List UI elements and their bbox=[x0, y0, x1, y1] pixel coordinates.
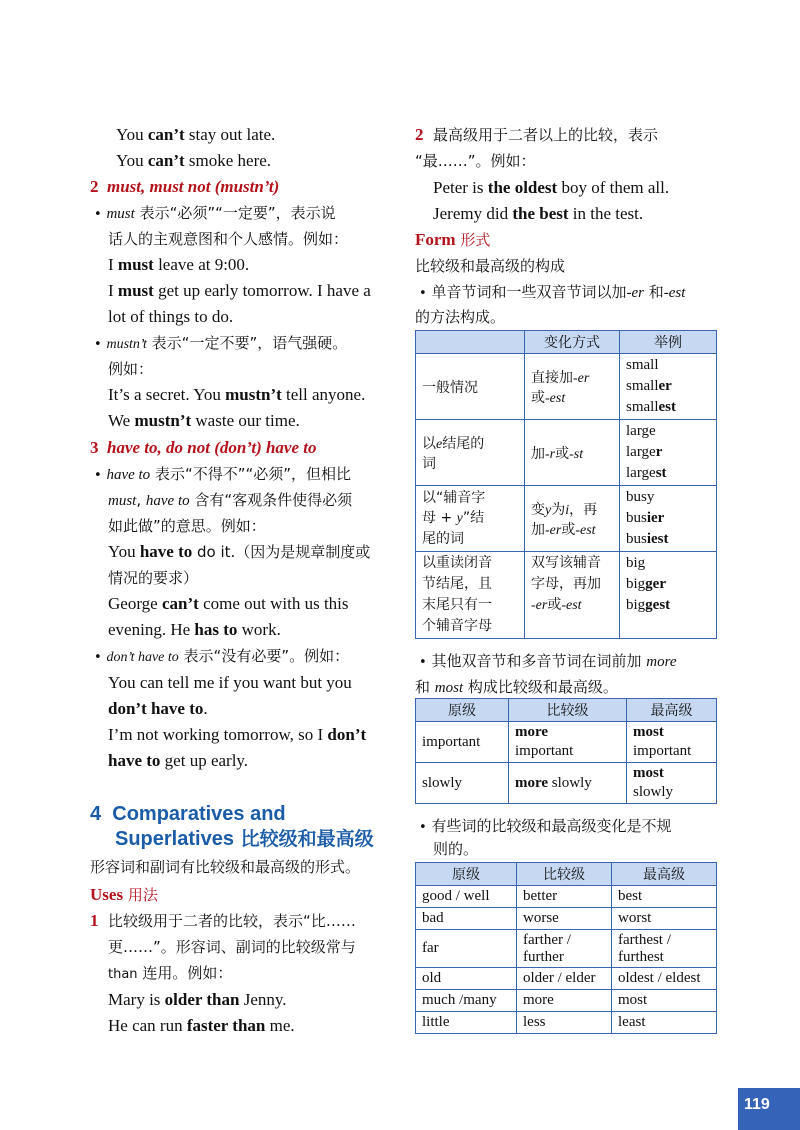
section-intro: 形容词和副词有比较级和最高级的形式。 bbox=[90, 858, 361, 876]
table-cell: most important bbox=[627, 722, 717, 763]
example-line: don’t have to. bbox=[108, 699, 208, 718]
bullet-cont: 例如： bbox=[108, 360, 154, 378]
example-line: He can run faster than me. bbox=[108, 1016, 295, 1035]
example-line: You have to do it.（因为是规章制度或 bbox=[108, 542, 371, 561]
table-cell: much /many bbox=[416, 990, 517, 1012]
table-row bbox=[416, 486, 717, 552]
usage-1: 1 比较级用于二者的比较，表示“比…… bbox=[90, 911, 356, 930]
table-cell: slowly bbox=[416, 763, 509, 804]
usage-2: 2 最高级用于二者以上的比较，表示 bbox=[415, 125, 659, 144]
table-cell: worst bbox=[612, 908, 717, 930]
table-row bbox=[416, 990, 717, 1012]
table-header-row bbox=[416, 699, 717, 722]
section-title: Superlatives 比较级和最高级 bbox=[115, 828, 374, 850]
example-line: have to get up early. bbox=[108, 751, 249, 770]
bullet-must: • must 表示“必须”“一定要”，表示说 bbox=[94, 204, 336, 222]
example-line: I’m not working tomorrow, so I don’t bbox=[108, 725, 367, 744]
bullet-form-1: • 单音节词和一些双音节词以加-er 和-est bbox=[419, 283, 686, 301]
example-line: Peter is the oldest boy of them all. bbox=[433, 178, 670, 197]
table-cell: best bbox=[612, 886, 717, 908]
table-cell: good / well bbox=[416, 886, 517, 908]
table-cell: far bbox=[416, 930, 517, 968]
table-header: 举例 bbox=[620, 331, 717, 354]
example-line: It’s a secret. You mustn’t tell anyone. bbox=[108, 385, 366, 404]
table-header: 原级 bbox=[416, 699, 509, 722]
table-cell: worse bbox=[517, 908, 612, 930]
table-row bbox=[416, 1012, 717, 1034]
table-cell: old bbox=[416, 968, 517, 990]
section-title: 4 Comparatives and bbox=[90, 803, 286, 825]
table-row bbox=[416, 886, 717, 908]
table-cell: busy busier busiest bbox=[620, 486, 717, 552]
example-line: Mary is older than Jenny. bbox=[108, 990, 287, 1009]
table-cell: little bbox=[416, 1012, 517, 1034]
table-cell: large larger largest bbox=[620, 420, 717, 486]
table-cell: older / elder bbox=[517, 968, 612, 990]
example-line: You can’t smoke here. bbox=[116, 151, 272, 170]
table-row bbox=[416, 552, 717, 639]
example-line: lot of things to do. bbox=[108, 307, 234, 326]
table-cell: small smaller smallest bbox=[620, 354, 717, 420]
table-cell: more important bbox=[509, 722, 627, 763]
table-header: 原级 bbox=[416, 863, 517, 886]
example-line: I must get up early tomorrow. I have a bbox=[108, 281, 371, 300]
table-header: 比较级 bbox=[509, 699, 627, 722]
table-row bbox=[416, 420, 717, 486]
table-cell: 以e结尾的 词 bbox=[416, 420, 525, 486]
table-cell: oldest / eldest bbox=[612, 968, 717, 990]
bullet-cont: 如此做”的意思。例如： bbox=[108, 517, 266, 535]
table-cell: important bbox=[416, 722, 509, 763]
table-row bbox=[416, 968, 717, 990]
table-cell: 变y为i，再 加-er或-est bbox=[525, 486, 620, 552]
example-line: We mustn’t waste our time. bbox=[108, 411, 300, 430]
bullet-have-to: • have to 表示“不得不”“必须”，但相比 bbox=[94, 465, 352, 483]
irregular-table bbox=[415, 862, 717, 1034]
bullet-dont-have-to: • don’t have to 表示“没有必要”。例如： bbox=[94, 647, 350, 665]
page-number: 119 bbox=[738, 1088, 800, 1130]
more-most-table bbox=[415, 698, 717, 804]
table-header-row bbox=[416, 863, 717, 886]
usage-cont: “最……”。例如： bbox=[415, 152, 536, 170]
subheading-form: Form 形式 bbox=[415, 230, 491, 249]
table-row bbox=[416, 763, 717, 804]
table-cell: 以重读闭音 节结尾，且 末尾只有一 个辅音字母 bbox=[416, 552, 525, 639]
table-row bbox=[416, 354, 717, 420]
table-cell: least bbox=[612, 1012, 717, 1034]
example-line: Jeremy did the best in the test. bbox=[433, 204, 644, 223]
bullet-cont: 的方法构成。 bbox=[415, 308, 506, 326]
table-cell: more bbox=[517, 990, 612, 1012]
example-line: You can’t stay out late. bbox=[116, 125, 276, 144]
table-cell: less bbox=[517, 1012, 612, 1034]
table-cell: 一般情况 bbox=[416, 354, 525, 420]
table-header: 最高级 bbox=[627, 699, 717, 722]
table-header: 比较级 bbox=[517, 863, 612, 886]
table-header-row bbox=[416, 331, 717, 354]
table-header: 变化方式 bbox=[525, 331, 620, 354]
example-line: evening. He has to work. bbox=[108, 620, 281, 639]
table-cell: farther / further bbox=[517, 930, 612, 968]
usage-cont: 更……”。形容词、副词的比较级常与 bbox=[108, 938, 356, 956]
bullet-cont: 则的。 bbox=[433, 840, 479, 858]
table-cell: farthest / furthest bbox=[612, 930, 717, 968]
table-header: 最高级 bbox=[612, 863, 717, 886]
formation-table bbox=[415, 330, 717, 639]
bullet-mustnt: • mustn’t 表示“一定不要”，语气强硬。 bbox=[94, 334, 348, 352]
bullet-cont: 话人的主观意图和个人感情。例如： bbox=[108, 230, 349, 248]
bullet-form-3: • 有些词的比较级和最高级变化是不规 bbox=[419, 817, 672, 835]
table-row bbox=[416, 908, 717, 930]
table-cell: most bbox=[612, 990, 717, 1012]
example-line: George can’t come out with us this bbox=[108, 594, 349, 613]
subheading-uses: Uses 用法 bbox=[90, 885, 158, 904]
bullet-cont: must, have to 含有“客观条件使得必须 bbox=[108, 491, 353, 509]
example-line: You can tell me if you want but you bbox=[108, 673, 352, 692]
table-cell: 以“辅音字 母 + y”结 尾的词 bbox=[416, 486, 525, 552]
table-cell: more slowly bbox=[509, 763, 627, 804]
table-cell: 直接加-er 或-est bbox=[525, 354, 620, 420]
table-header bbox=[416, 331, 525, 354]
table-cell: most slowly bbox=[627, 763, 717, 804]
subheading-must: 2 must, must not (mustn’t) bbox=[90, 177, 280, 196]
form-desc: 比较级和最高级的构成 bbox=[415, 257, 566, 275]
example-line: 情况的要求） bbox=[108, 569, 199, 587]
table-cell: bad bbox=[416, 908, 517, 930]
bullet-cont: 和 most 构成比较级和最高级。 bbox=[415, 678, 618, 696]
table-cell: 加-r或-st bbox=[525, 420, 620, 486]
table-cell: better bbox=[517, 886, 612, 908]
example-line: I must leave at 9:00. bbox=[108, 255, 250, 274]
subheading-have-to: 3 have to, do not (don’t) have to bbox=[90, 438, 317, 457]
bullet-form-2: • 其他双音节和多音节词在词前加 more bbox=[419, 652, 677, 670]
table-cell: 双写该辅音 字母，再加 -er或-est bbox=[525, 552, 620, 639]
table-row bbox=[416, 722, 717, 763]
usage-cont: than 连用。例如： bbox=[108, 964, 233, 982]
table-row bbox=[416, 930, 717, 968]
table-cell: big bigger biggest bbox=[620, 552, 717, 639]
